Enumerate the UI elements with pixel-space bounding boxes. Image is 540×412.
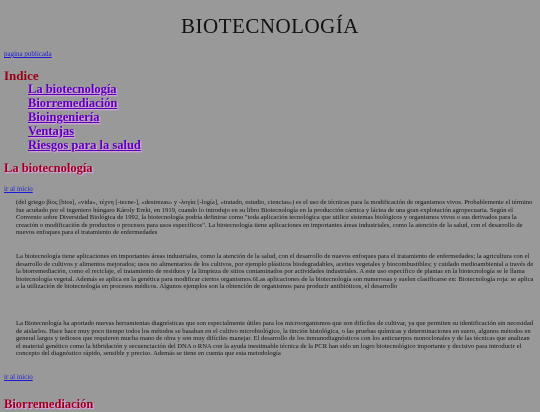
index-link-bioingenieria[interactable]: Bioingeniería [28, 110, 100, 124]
index-item [28, 82, 141, 96]
back-to-top-link[interactable]: ir al inicio [4, 185, 33, 193]
index-list [28, 82, 141, 152]
index-item [28, 138, 141, 152]
back-to-top-link[interactable]: ir al inicio [4, 373, 33, 381]
index-heading: Indice [4, 68, 39, 83]
paragraph-diagnostics: La Biotecnología ha aportado nuevas herramientas diagnósticas que son especialmente útiles para los microorganismos que son difíciles de cultivar, ya que permiten su identificación sin necesidad de aislarlos. Hace hace muy poco tiempo todos los métodos se basaban en el cultivo microbiológico, la tinción histológica, o las pruebas químicas y determinaciones en suero, algunos métodos en general largos y tediosos que requieren mucha mano de obra y son muy difíciles manejar. El desarrollo de los inmunodiagnósticos con los anticuerpos monoclonales y de las técnicas que analizan el material genético como la hibridación y secuenciación del DNA o RNA con la ayuda inestimable técnica de la PCR han sido un logro biotecnológico importante y decisivo para introducir el concepto del diagnóstico rápido, sensible y preciso. Además se tiene en cuenta que esta metodología [16, 320, 534, 358]
index-item [28, 96, 141, 110]
paragraph-applications: La biotecnología tiene aplicaciones en importantes áreas industriales, como la atención de la salud, con el desarrollo de nuevos enfoques para el tratamiento de enfermedades; la agricultura con el desarrollo de cultivos y alimentos mejorados; usos no alimentarios de los cultivos, por ejemplo plásticos biodegradables, aceites vegetales y biocombustibles; y cuidado medioambiental a través de la biorremediación, como el reciclaje, el tratamiento de residuos y la limpieza de sitios contaminados por actividades industriales. A este uso específico de plantas en la biotecnología se le llama biotecnología vegetal. Además se aplica en la genética para modificar ciertos organismos.6Las aplicaciones de la biotecnología son numerosas y suelen clasificarse en: Biotecnología roja: se aplica a la utilización de biotecnología en procesos médicos. Algunos ejemplos son la obtención de organismos para producir antibióticos, el desarrollo [16, 253, 534, 291]
index-link-biorremediacion[interactable]: Biorremediación [28, 96, 118, 110]
published-page-link[interactable]: pagina publicada [4, 50, 52, 58]
section-heading-biorremediacion: Biorremediación [4, 397, 94, 411]
section-heading-biotecnologia: La biotecnología [4, 161, 93, 175]
index-item [28, 124, 141, 138]
index-item [28, 110, 141, 124]
page-title: BIOTECNOLOGÍA [181, 14, 359, 38]
index-link-biotecnologia[interactable]: La biotecnología [28, 82, 117, 96]
index-link-ventajas[interactable]: Ventajas [28, 124, 75, 138]
paragraph-intro: (del griego βίος [bios], «vida», τέχνη [-tecne-], «destrezas» y -λογία [-logía], «tratado, estudio, ciencias») es el uso de técnicas para la modificación de organismos vivos. Probablemente el término fue acuñado por el ingeniero húngaro Károly Ereki, en 1919, cuando lo introdujo en su libro Biotecnología en la producción cárnica y láctea de una gran explotación agropecuaria. Según el Convenio sobre Diversidad Biológica de 1992, la biotecnología podría definirse como "toda aplicación tecnológica que utilice sistemas biológicos y organismos vivos o sus derivados para la creación o modificación de productos o procesos para usos específicos". La biotecnología tiene aplicaciones en importantes áreas industriales, como la atención de la salud, con el desarrollo de nuevos enfoques para el tratamiento de enfermedades [16, 199, 533, 237]
index-link-riesgos[interactable]: Riesgos para la salud [28, 138, 141, 152]
